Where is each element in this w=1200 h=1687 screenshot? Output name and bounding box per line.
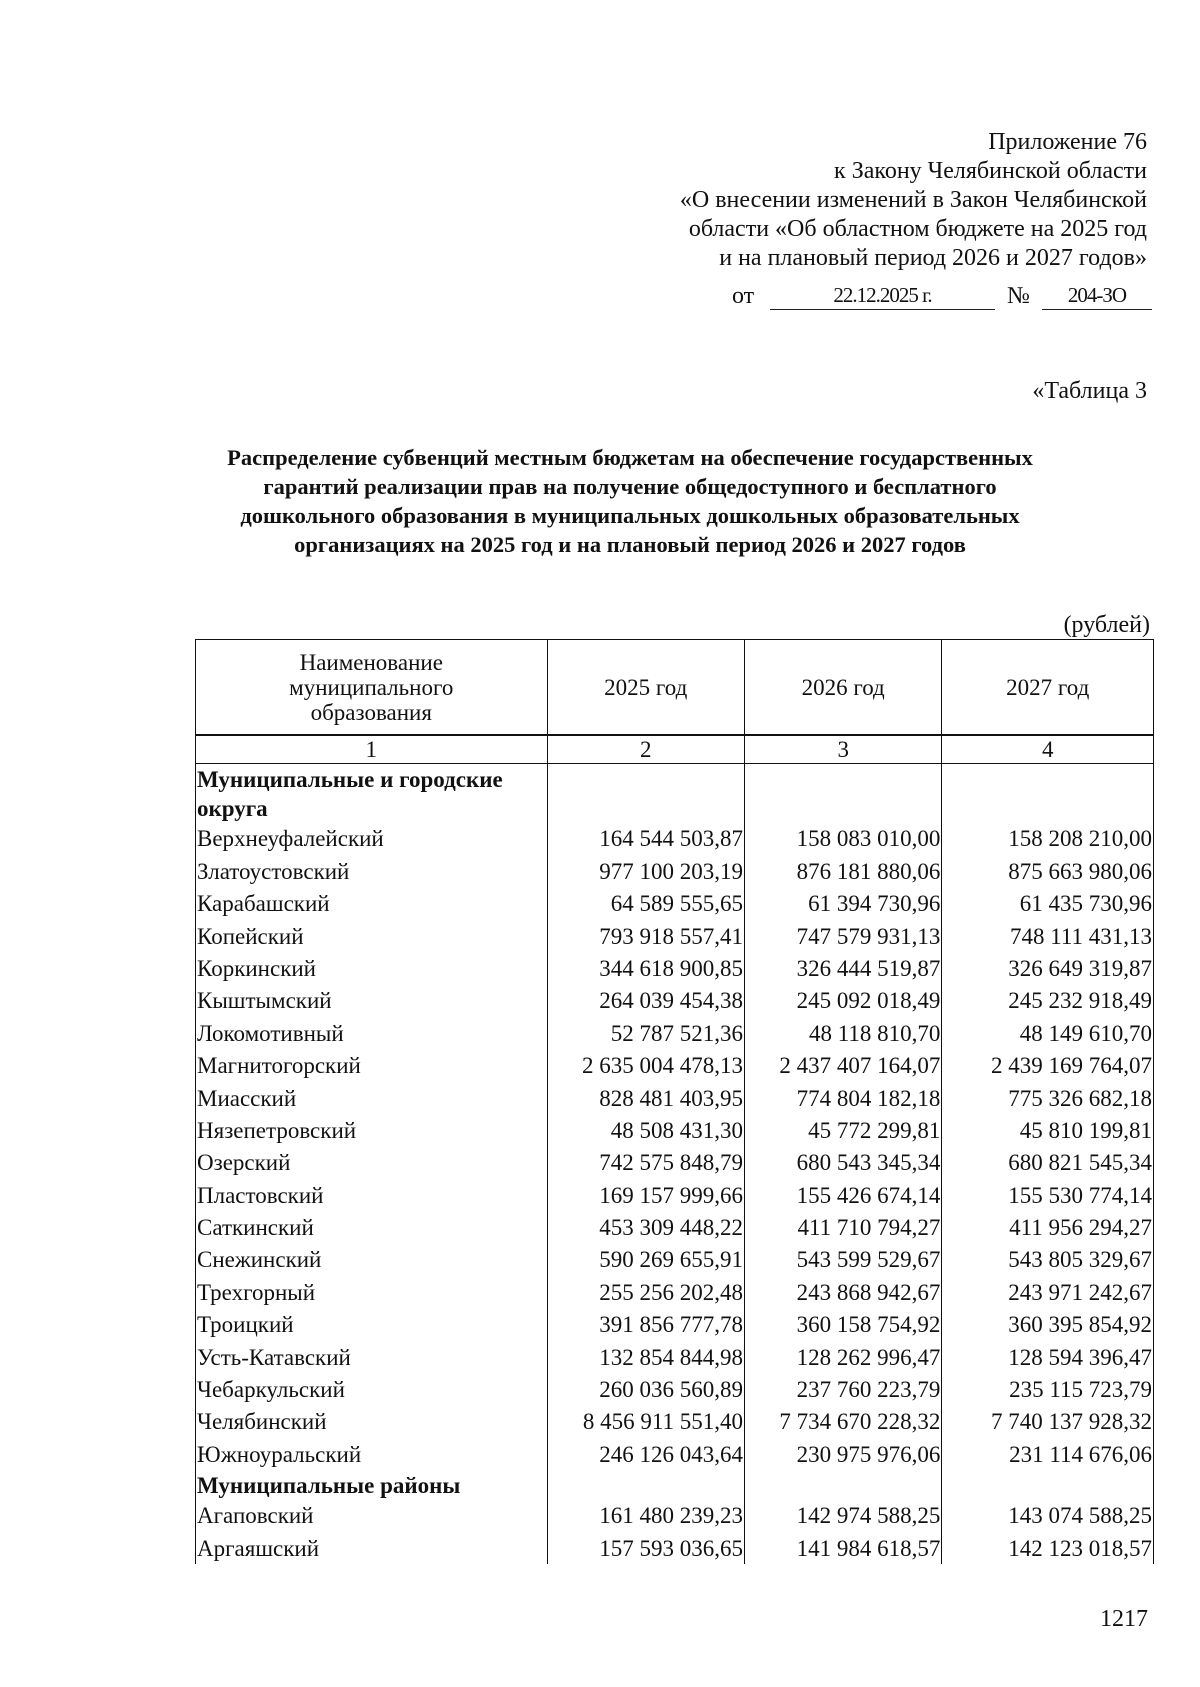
municipality-name: Локомотивный: [196, 1016, 548, 1048]
amount-cell: 411 710 794,27: [744, 1211, 941, 1243]
amount-cell: 977 100 203,19: [547, 854, 744, 886]
table-row: [196, 984, 1154, 1016]
header-line: к Закону Челябинской области: [834, 158, 1147, 184]
section-title: округа: [196, 793, 548, 822]
appendix-header: [587, 128, 1147, 273]
amount-cell: 245 092 018,49: [744, 984, 941, 1016]
amount-cell: 143 074 588,25: [942, 1499, 1154, 1531]
amount-cell: 128 262 996,47: [744, 1340, 941, 1372]
table-row: [196, 854, 1154, 886]
table-row: [196, 1114, 1154, 1146]
header-line: и на плановый период 2026 и 2027 годов»: [719, 245, 1147, 271]
amount-cell: 128 594 396,47: [942, 1340, 1154, 1372]
amount-cell: 7 734 670 228,32: [744, 1405, 941, 1437]
document-title: [190, 443, 1070, 559]
amount-cell: 48 149 610,70: [942, 1016, 1154, 1048]
amount-cell: 264 039 454,38: [547, 984, 744, 1016]
amount-cell: 158 208 210,00: [942, 822, 1154, 854]
amount-cell: 828 481 403,95: [547, 1081, 744, 1113]
amount-cell: 260 036 560,89: [547, 1373, 744, 1405]
col-number: 3: [744, 735, 941, 764]
table-row: [196, 1275, 1154, 1307]
amount-cell: 61 435 730,96: [942, 887, 1154, 919]
col-header-2025: 2025 год: [547, 640, 744, 736]
col-number: 1: [196, 735, 548, 764]
number-label: №: [1007, 283, 1030, 309]
municipality-name: Челябинский: [196, 1405, 548, 1437]
header-line: «О внесении изменений в Закон Челябинской: [679, 187, 1147, 213]
title-line: Распределение субвенций местным бюджетам на обеспечение государственных: [227, 445, 1033, 470]
amount-cell: 747 579 931,13: [744, 919, 941, 951]
amount-cell: 793 918 557,41: [547, 919, 744, 951]
municipality-name: Аргаяшский: [196, 1531, 548, 1563]
amount-cell: 164 544 503,87: [547, 822, 744, 854]
amount-cell: 680 821 545,34: [942, 1146, 1154, 1178]
municipality-name: Златоустовский: [196, 854, 548, 886]
amount-cell: 590 269 655,91: [547, 1243, 744, 1275]
amount-cell: 876 181 880,06: [744, 854, 941, 886]
amount-cell: 237 760 223,79: [744, 1373, 941, 1405]
title-line: дошкольного образования в муниципальных дошкольных образовательных: [240, 503, 1020, 528]
amount-cell: 155 530 774,14: [942, 1178, 1154, 1210]
amount-cell: 742 575 848,79: [547, 1146, 744, 1178]
amount-cell: 391 856 777,78: [547, 1308, 744, 1340]
amount-cell: 243 868 942,67: [744, 1275, 941, 1307]
page-number: 1217: [1100, 1606, 1148, 1632]
table-row: [196, 822, 1154, 854]
amount-cell: 61 394 730,96: [744, 887, 941, 919]
table-row: [196, 1340, 1154, 1372]
section-header-row: [196, 1470, 1154, 1499]
amount-cell: 48 508 431,30: [547, 1114, 744, 1146]
law-date: 22.12.2025 г.: [770, 283, 995, 310]
table-row: [196, 919, 1154, 951]
municipality-name: Трехгорный: [196, 1275, 548, 1307]
table-row: [196, 1049, 1154, 1081]
amount-cell: 45 772 299,81: [744, 1114, 941, 1146]
section-title: Муниципальные и городские: [196, 764, 548, 794]
amount-cell: 7 740 137 928,32: [942, 1405, 1154, 1437]
amount-cell: 453 309 448,22: [547, 1211, 744, 1243]
section1-body: [196, 822, 1154, 1470]
amount-cell: 875 663 980,06: [942, 854, 1154, 886]
table-row: [196, 1178, 1154, 1210]
header-line: области «Об областном бюджете на 2025 год: [688, 216, 1147, 242]
units-label: (рублей): [1063, 612, 1150, 638]
amount-cell: 326 444 519,87: [744, 952, 941, 984]
amount-cell: 48 118 810,70: [744, 1016, 941, 1048]
table-row: [196, 1499, 1154, 1531]
municipality-name: Пластовский: [196, 1178, 548, 1210]
amount-cell: 543 599 529,67: [744, 1243, 941, 1275]
municipality-name: Верхнеуфалейский: [196, 822, 548, 854]
amount-cell: 142 123 018,57: [942, 1531, 1154, 1563]
title-line: гарантий реализации прав на получение общедоступного и бесплатного: [263, 474, 997, 499]
law-date-number: [732, 283, 1152, 313]
amount-cell: 161 480 239,23: [547, 1499, 744, 1531]
amount-cell: 141 984 618,57: [744, 1531, 941, 1563]
municipality-name: Саткинский: [196, 1211, 548, 1243]
table-row: [196, 1243, 1154, 1275]
table-row: [196, 1373, 1154, 1405]
table-row: [196, 1211, 1154, 1243]
amount-cell: 2 635 004 478,13: [547, 1049, 744, 1081]
table-row: [196, 1437, 1154, 1469]
amount-cell: 231 114 676,06: [942, 1437, 1154, 1469]
amount-cell: 2 439 169 764,07: [942, 1049, 1154, 1081]
table-row: [196, 1016, 1154, 1048]
municipality-name: Усть-Катавский: [196, 1340, 548, 1372]
amount-cell: 748 111 431,13: [942, 919, 1154, 951]
amount-cell: 230 975 976,06: [744, 1437, 941, 1469]
municipality-name: Коркинский: [196, 952, 548, 984]
amount-cell: 169 157 999,66: [547, 1178, 744, 1210]
municipality-name: Копейский: [196, 919, 548, 951]
section2-body: [196, 1499, 1154, 1564]
municipality-name: Озерский: [196, 1146, 548, 1178]
table-row: [196, 1531, 1154, 1563]
amount-cell: 411 956 294,27: [942, 1211, 1154, 1243]
section-header-row: [196, 793, 1154, 822]
col-header-2027: 2027 год: [942, 640, 1154, 736]
municipality-name: Кыштымский: [196, 984, 548, 1016]
table-label: «Таблица 3: [1032, 378, 1147, 404]
amount-cell: 360 158 754,92: [744, 1308, 941, 1340]
municipality-name: Магнитогорский: [196, 1049, 548, 1081]
table-row: [196, 1081, 1154, 1113]
amount-cell: 52 787 521,36: [547, 1016, 744, 1048]
table-row: [196, 1146, 1154, 1178]
municipality-name: Карабашский: [196, 887, 548, 919]
amount-cell: 157 593 036,65: [547, 1531, 744, 1563]
amount-cell: 344 618 900,85: [547, 952, 744, 984]
municipality-name: Снежинский: [196, 1243, 548, 1275]
subvention-table: [195, 639, 1154, 1564]
amount-cell: 243 971 242,67: [942, 1275, 1154, 1307]
amount-cell: 155 426 674,14: [744, 1178, 941, 1210]
col-header-name: Наименование муниципального образования: [196, 640, 548, 736]
amount-cell: 235 115 723,79: [942, 1373, 1154, 1405]
amount-cell: 360 395 854,92: [942, 1308, 1154, 1340]
table-row: [196, 887, 1154, 919]
amount-cell: 8 456 911 551,40: [547, 1405, 744, 1437]
law-number: 204-ЗО: [1042, 283, 1152, 310]
table-row: [196, 1405, 1154, 1437]
amount-cell: 543 805 329,67: [942, 1243, 1154, 1275]
municipality-name: Чебаркульский: [196, 1373, 548, 1405]
amount-cell: 158 083 010,00: [744, 822, 941, 854]
amount-cell: 64 589 555,65: [547, 887, 744, 919]
amount-cell: 132 854 844,98: [547, 1340, 744, 1372]
table-row: [196, 952, 1154, 984]
table-row: [196, 1308, 1154, 1340]
table-header-row: [196, 640, 1154, 736]
from-label: от: [732, 283, 755, 309]
amount-cell: 245 232 918,49: [942, 984, 1154, 1016]
amount-cell: 255 256 202,48: [547, 1275, 744, 1307]
amount-cell: 775 326 682,18: [942, 1081, 1154, 1113]
section-title: Муниципальные районы: [196, 1470, 548, 1499]
amount-cell: 680 543 345,34: [744, 1146, 941, 1178]
col-number: 2: [547, 735, 744, 764]
amount-cell: 2 437 407 164,07: [744, 1049, 941, 1081]
municipality-name: Нязепетровский: [196, 1114, 548, 1146]
col-header-2026: 2026 год: [744, 640, 941, 736]
amount-cell: 774 804 182,18: [744, 1081, 941, 1113]
municipality-name: Агаповский: [196, 1499, 548, 1531]
section-header-row: [196, 764, 1154, 794]
amount-cell: 246 126 043,64: [547, 1437, 744, 1469]
col-number: 4: [942, 735, 1154, 764]
municipality-name: Миасский: [196, 1081, 548, 1113]
municipality-name: Троицкий: [196, 1308, 548, 1340]
amount-cell: 326 649 319,87: [942, 952, 1154, 984]
municipality-name: Южноуральский: [196, 1437, 548, 1469]
amount-cell: 45 810 199,81: [942, 1114, 1154, 1146]
header-line: Приложение 76: [988, 129, 1147, 155]
title-line: организациях на 2025 год и на плановый период 2026 и 2027 годов: [294, 532, 966, 557]
amount-cell: 142 974 588,25: [744, 1499, 941, 1531]
table-column-numbers: [196, 735, 1154, 764]
